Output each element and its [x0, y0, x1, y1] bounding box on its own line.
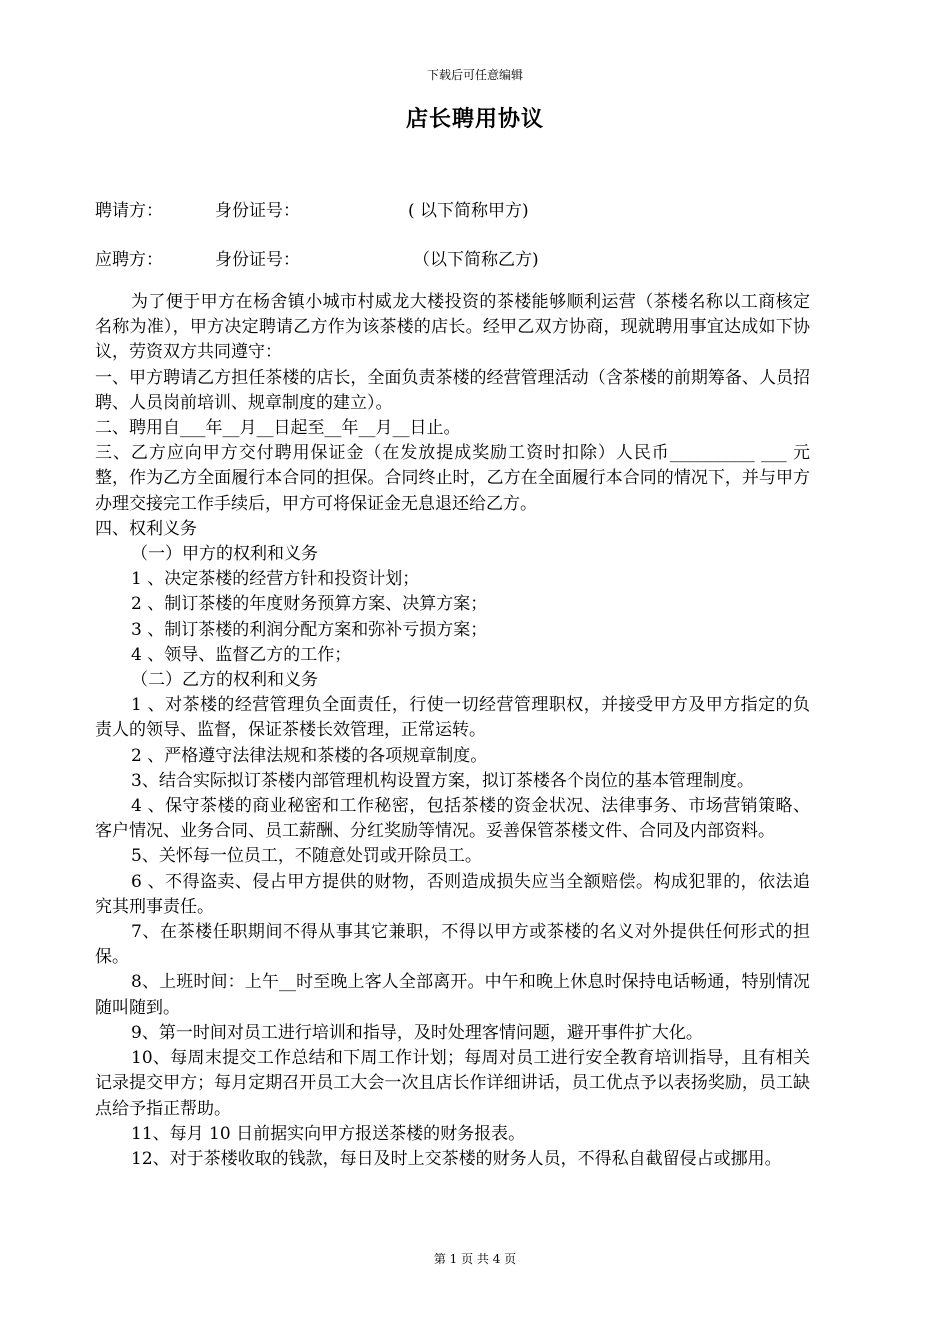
- agreement-paragraph: 7、在茶楼任职期间不得从事其它兼职，不得以甲方或茶楼的名义对外提供任何形式的担保。: [95, 922, 810, 968]
- agreement-paragraph: 四、权利义务: [95, 518, 197, 539]
- agreement-paragraph: 11、每月 10 日前据实向甲方报送茶楼的财务报表。: [131, 1123, 526, 1144]
- agreement-paragraph: 8、上班时间：上午__时至晚上客人全部离开。中午和晚上休息时保持电话畅通，特别情况随叫随到。: [95, 972, 810, 1018]
- party-a-id-label: 身份证号：: [215, 201, 300, 221]
- agreement-paragraph: 4 、保守茶楼的商业秘密和工作秘密，包括茶楼的资金状况、法律事务、市场营销策略、客户情况、业务合同、员工薪酬、分红奖励等情况。妥善保管茶楼文件、合同及内部资料。: [95, 796, 810, 842]
- agreement-paragraph: 3 、制订茶楼的利润分配方案和弥补亏损方案；: [131, 619, 488, 640]
- document-title: 店长聘用协议: [405, 107, 544, 132]
- agreement-paragraph: （一）甲方的权利和义务: [131, 544, 318, 565]
- header-note: 下载后可任意编辑: [426, 68, 523, 82]
- agreement-paragraph: 一、甲方聘请乙方担任茶楼的店长，全面负责茶楼的经营管理活动（含茶楼的前期筹备、人员招聘、人员岗前培训、规章制度的建立）。: [95, 367, 810, 413]
- agreement-paragraph: 二、聘用自___年__月__日起至__年__月__日止。: [95, 418, 461, 439]
- party-a-role: 聘请方：: [95, 201, 163, 221]
- agreement-body: [95, 290, 810, 1172]
- agreement-paragraph: 为了便于甲方在杨舍镇小城市村威龙大楼投资的茶楼能够顺利运营（茶楼名称以工商核定名称为准），甲方决定聘请乙方作为该茶楼的店长。经甲乙双方协商，现就聘用事宜达成如下协议，劳资双方共同遵守：: [95, 292, 810, 363]
- agreement-paragraph: 2 、制订茶楼的年度财务预算方案、决算方案；: [131, 594, 488, 615]
- agreement-paragraph: 9、第一时间对员工进行培训和指导，及时处理客情问题，避开事件扩大化。: [131, 1022, 703, 1043]
- agreement-paragraph: 3、结合实际拟订茶楼内部管理机构设置方案，拟订茶楼各个岗位的基本管理制度。: [131, 770, 754, 791]
- party-a-alias: ( 以下简称甲方): [408, 201, 529, 221]
- agreement-paragraph: 10、每周末提交工作总结和下周工作计划；每周对员工进行安全教育培训指导，且有相关记录提交甲方；每月定期召开员工大会一次且店长作详细讲话，员工优点予以表扬奖励，员工缺点给予指正帮助。: [95, 1048, 810, 1119]
- agreement-paragraph: 4 、领导、监督乙方的工作；: [131, 644, 352, 665]
- agreement-paragraph: 6 、不得盗卖、侵占甲方提供的财物，否则造成损失应当全额赔偿。构成犯罪的，依法追究其刑事责任。: [95, 871, 810, 917]
- party-b-id-label: 身份证号：: [215, 250, 300, 270]
- agreement-paragraph: 2 、严格遵守法律法规和茶楼的各项规章制度。: [131, 745, 488, 766]
- agreement-paragraph: 5、关怀每一位员工，不随意处罚或开除员工。: [131, 846, 482, 867]
- page-footer: 第 1 页 共 4 页: [433, 1252, 517, 1266]
- agreement-paragraph: 1 、决定茶楼的经营方针和投资计划；: [131, 569, 420, 590]
- party-b-role: 应聘方：: [95, 250, 163, 270]
- agreement-paragraph: 三、乙方应向甲方交付聘用保证金（在发放提成奖励工资时扣除）人民币__________ ___ 元整，作为乙方全面履行本合同的担保。合同终止时，乙方在全面履行本合同的情况下，并与甲方办理交接完工作手续后，甲方可将保证金无息退还给乙方。: [95, 443, 810, 514]
- agreement-paragraph: 1 、对茶楼的经营管理负全面责任，行使一切经营管理职权，并接受甲方及甲方指定的负责人的领导、监督，保证茶楼长效管理，正常运转。: [95, 695, 810, 741]
- agreement-paragraph: （二）乙方的权利和义务: [131, 670, 318, 691]
- agreement-paragraph: 12、对于茶楼收取的钱款，每日及时上交茶楼的财务人员，不得私自截留侵占或挪用。: [131, 1148, 782, 1169]
- party-b-alias: （以下简称乙方): [413, 250, 539, 270]
